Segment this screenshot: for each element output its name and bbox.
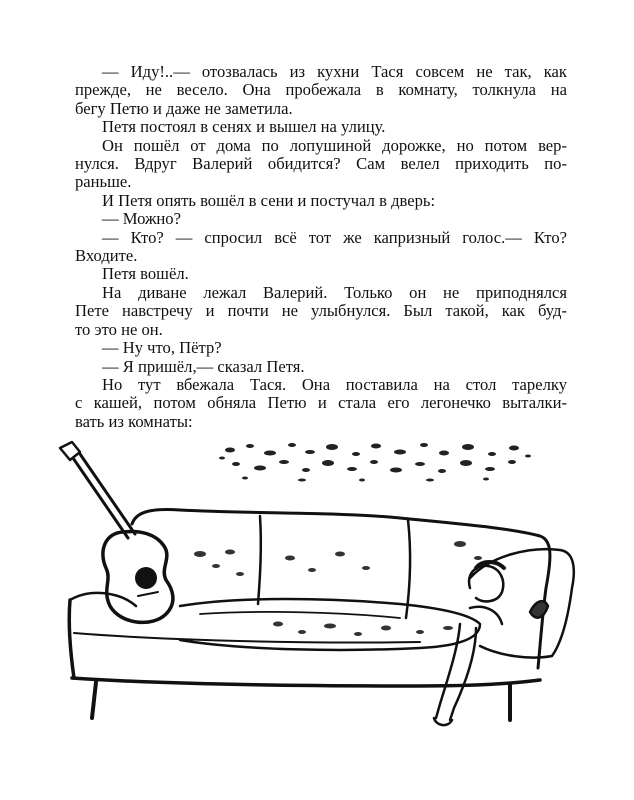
sofa-illustration	[40, 428, 600, 748]
paragraph-4	[75, 192, 567, 210]
text-line: Но тут вбежала Тася. Она поставила на стол тарелку	[102, 374, 567, 394]
text-line: — Кто? — спросил всё тот же капризный голос.— Кто?	[102, 227, 567, 247]
text-line: то это не он.	[75, 319, 163, 339]
text-line: Петя вошёл.	[102, 264, 189, 284]
paragraph-2	[75, 118, 567, 136]
text-line: На диване лежал Валерий. Только он не приподнялся	[102, 282, 567, 302]
text-line: Он пошёл от дома по лопушиной дорожке, но потом вер-	[102, 135, 567, 155]
text-line: И Петя опять вошёл в сени и постучал в дверь:	[102, 190, 436, 210]
cushion-texture	[194, 541, 482, 636]
text-line: раньше.	[75, 172, 132, 192]
paragraph-11	[75, 376, 567, 431]
text-line: бегу Петю и даже не заметила.	[75, 98, 293, 118]
sofa	[69, 510, 550, 720]
paragraph-10	[75, 358, 567, 376]
text-line: нулся. Вдруг Валерий обидится? Сам велел приходить по-	[75, 154, 567, 174]
paragraph-3	[75, 137, 567, 192]
wall-texture	[219, 443, 531, 482]
text-line: прежде, не весело. Она пробежала в комнату, толкнула на	[75, 80, 567, 100]
text-line: — Ну что, Пётр?	[102, 338, 222, 358]
text-line: — Можно?	[102, 209, 181, 229]
text-line: вать из комнаты:	[75, 411, 193, 431]
paragraph-5	[75, 210, 567, 228]
paragraph-6	[75, 229, 567, 266]
text-line: с кашей, потом обняла Петю и стала его легонечко выталки-	[75, 393, 567, 413]
paragraph-1	[75, 63, 567, 118]
text-line: Входите.	[75, 246, 138, 266]
story-text	[75, 63, 567, 431]
person-lying	[180, 562, 504, 725]
text-line: Петя постоял в сенях и вышел на улицу.	[102, 117, 386, 137]
text-line: — Я пришёл,— сказал Петя.	[102, 356, 305, 376]
text-line: Пете навстречу и почти не улыбнулся. Был такой, как буд-	[75, 301, 567, 321]
text-line: — Иду!..— отозвалась из кухни Тася совсем не так, как	[102, 62, 567, 81]
paragraph-7	[75, 265, 567, 283]
paragraph-9	[75, 339, 567, 357]
paragraph-8	[75, 284, 567, 339]
